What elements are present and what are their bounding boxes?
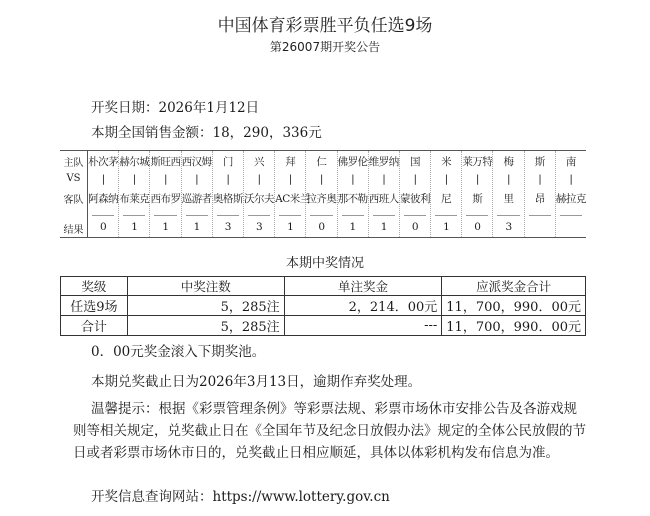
match-vs-mark: | [319,173,323,185]
match-result: 1 [162,221,169,233]
match-columns [88,151,586,237]
column-divider [342,215,364,216]
match-vs-mark: | [101,173,105,185]
match-vs-mark: | [382,173,386,185]
match-result: 3 [255,221,263,233]
match-result: 3 [505,221,512,233]
match-vs-mark: | [444,173,448,185]
match-result: 0 [411,221,419,233]
match-column [244,151,275,237]
table-row [61,296,586,316]
match-table [60,150,586,238]
match-vs-mark: | [257,173,261,185]
match-row-labels [60,151,88,237]
match-column [431,151,462,237]
match-vs-mark: | [163,173,167,185]
match-column [462,151,493,237]
match-away-team: 布莱克 [119,193,150,205]
row-label-result: 结果 [63,225,84,236]
column-divider [123,215,145,216]
match-away-team: 里 [503,193,514,205]
column-divider [186,215,208,216]
match-column [150,151,181,237]
match-result: 1 [443,221,450,233]
match-column [182,151,213,237]
deadline-note: 本期兑奖截止日为2026年3月13日，逾期作弃奖处理。 [91,374,422,390]
match-result: 1 [193,221,200,233]
match-column [525,151,556,237]
match-home-team: 门 [222,156,233,168]
match-home-team: 米 [441,156,452,168]
match-column [213,151,244,237]
match-result: 0 [100,221,107,233]
column-divider [248,215,270,216]
column-divider [310,215,332,216]
match-home-team: 斯旺西 [150,156,181,168]
reminder-note: 温馨提示：根据《彩票管理条例》等彩票法规、彩票市场休市安排公告及各游戏规则等相关规定，兑奖截止日在《全国年节及纪念日放假办法》规定的全体公民放假的节日或者彩票市场休市日的，兑奖截止日相应顺延，具体以体彩机构发布信息为准。 [73,401,586,461]
match-away-team: 尼 [441,193,452,205]
match-away-team: 斯 [472,193,483,205]
match-away-team: 巡游者 [181,193,212,205]
header-count: 中奖注数 [127,277,284,296]
match-away-team: 那不勒 [337,193,368,205]
match-column [493,151,524,237]
header-level: 奖级 [61,277,128,296]
column-divider [92,215,114,216]
row-prize: 2，214．00元 [284,296,442,316]
match-result: 1 [287,221,294,233]
header-total: 应派奖金合计 [442,277,586,296]
match-vs-mark: | [538,173,542,185]
match-vs-mark: | [195,173,199,185]
match-home-team: 赫尔城 [119,156,150,168]
match-result: 1 [131,221,138,233]
column-divider [466,215,488,216]
match-home-team: 南 [565,156,576,168]
table-row [61,316,586,336]
match-away-team: 赫拉克 [555,193,586,205]
match-home-team: 梅 [503,156,514,168]
match-result: 1 [349,221,356,233]
match-column [556,151,586,237]
row-count: 5，285注 [127,316,284,336]
row-total: 11，700，990．00元 [442,296,586,316]
row-level: 合计 [61,316,128,336]
match-vs-mark: | [226,173,230,185]
match-vs-mark: | [569,173,573,185]
column-divider [497,215,519,216]
match-column [88,151,119,237]
match-away-team: 沃尔夫 [244,193,275,205]
column-divider [217,215,239,216]
match-home-team: 斯 [534,156,545,168]
column-divider [560,215,582,216]
match-away-team: AC米兰 [275,193,310,205]
match-result: 0 [474,221,481,233]
match-home-team: 拜 [285,156,296,168]
match-home-team: 朴次茅 [88,156,119,168]
match-vs-mark: | [413,173,417,185]
match-home-team: 兴 [254,156,265,168]
match-result: 3 [224,221,231,233]
match-column [369,151,400,237]
match-column [338,151,369,237]
match-home-team: 佛罗伦 [337,156,368,168]
match-vs-mark: | [132,173,136,185]
match-result: 0 [318,221,325,233]
match-home-team: 仁 [316,156,327,168]
website-note: 开奖信息查询网站：https://www.lottery.gov.cn [91,489,390,505]
match-vs-mark: | [507,173,511,185]
match-column [119,151,150,237]
row-label-home: 主队 [63,158,84,169]
match-away-team: 西布罗 [150,193,181,205]
match-away-team: 昂 [534,193,545,205]
row-label-away: 客队 [63,195,84,206]
draw-date: 开奖日期：2026年1月12日 [91,100,260,116]
prize-section-title: 本期中奖情况 [285,256,364,271]
row-count: 5，285注 [127,296,284,316]
match-column [400,151,431,237]
issue-subtitle: 第26007期开奖公告 [269,40,381,54]
match-away-team: 拉齐奥 [306,193,337,205]
rollover-note: 0．00元奖金滚入下期奖池。 [91,344,266,360]
match-column [306,151,337,237]
row-label-vs: VS [66,173,81,184]
row-prize: --- [284,316,442,336]
column-divider [529,215,551,216]
match-home-team: 维罗纳 [368,156,399,168]
row-level: 任选9场 [61,296,128,316]
match-column [275,151,310,237]
page-title: 中国体育彩票胜平负任选9场 [217,16,433,36]
column-divider [404,215,426,216]
header-prize: 单注奖金 [284,277,442,296]
match-home-team: 莱万特 [462,156,493,168]
match-vs-mark: | [288,173,292,185]
column-divider [435,215,457,216]
match-vs-mark: | [475,173,479,185]
column-divider [373,215,395,216]
sales-amount: 本期全国销售金额：18，290，336元 [91,125,322,141]
match-result: 1 [380,221,387,233]
match-away-team: 蒙彼利 [399,193,430,205]
prize-table [60,276,586,336]
match-away-team: 奥格斯 [212,193,243,205]
match-away-team: 阿森纳 [88,193,119,205]
row-total: 11，700，990．00元 [442,316,586,336]
column-divider [154,215,176,216]
match-home-team: 国 [409,156,420,168]
match-vs-mark: | [351,173,355,185]
prize-header-row [61,277,586,296]
match-away-team: 西班人 [368,193,399,205]
match-home-team: 西汉姆 [181,156,212,168]
column-divider [279,215,301,216]
